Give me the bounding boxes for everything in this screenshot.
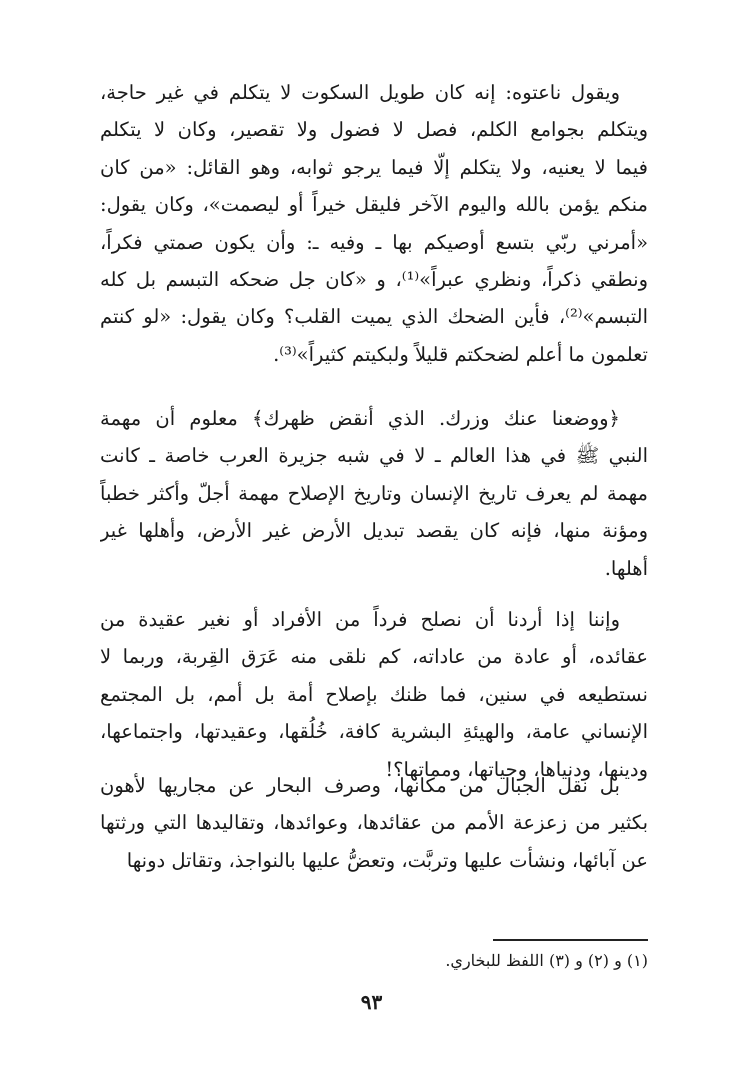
text-line: مهمة لم يعرف تاريخ الإنسان وتاريخ الإصلاح مهمة أجلّ وأكثر خطباً (100, 481, 648, 505)
text-line: فيما لا يعنيه، ولا يتكلم إلّا فيما يرجو ثوابه، وهو القائل: «من كان (100, 155, 648, 179)
paragraph-2 (100, 400, 648, 587)
text-line: «أمرني ربّي بتسع أوصيكم بها ـ وفيه ـ: وأن يكون صمتي فكراً، (100, 230, 648, 254)
text-line: ويقول ناعتوه: إنه كان طويل السكوت لا يتكلم في غير حاجة، (100, 81, 620, 104)
text-line: عن آبائها، ونشأت عليها وتربَّت، وتعضُّ عليها بالنواجذ، وتقاتل دونها (126, 848, 648, 872)
text-line: التبسم»⁽²⁾، فأين الضحك الذي يميت القلب؟ وكان يقول: «لو كنتم (100, 305, 648, 329)
text-line: النبي ﷺ في هذا العالم ـ لا في شبه جزيرة العرب خاصة ـ كانت (100, 444, 648, 468)
paragraph-4 (100, 767, 648, 879)
text-line: ونطقي ذكراً، ونظري عبراً»⁽¹⁾، و «كان جل ضحكه التبسم بل كله (100, 267, 648, 291)
text-line: ﴿ووضعنا عنك وزرك. الذي أنقض ظهرك﴾ معلوم أن مهمة (100, 407, 620, 430)
text-line: عقائده، أو عادة من عاداته، كم نلقى منه عَرَق القِربة، وربما لا (100, 645, 648, 669)
text-line: أهلها. (604, 556, 648, 580)
text-line: وإننا إذا أردنا أن نصلح فرداً من الأفراد أو نغير عقيدة من (100, 608, 620, 631)
text-line: تعلمون ما أعلم لضحكتم قليلاً ولبكيتم كثيراً»⁽³⁾. (273, 342, 648, 366)
footnote-rule (493, 939, 648, 941)
footnote: (١) و (٢) و (٣) اللفظ للبخاري. (445, 951, 648, 970)
text-line: بكثير من زعزعة الأمم من عقائدها، وعوائدها، وتقاليدها التي ورثتها (100, 811, 648, 835)
page-number: ٩٣ (360, 990, 383, 1014)
text-line: بل نقل الجبال من مكانها، وصرف البحار عن مجاريها لأهون (100, 774, 620, 797)
text-line: ودينها، ودنياها، وحياتها، ومماتها؟! (385, 757, 648, 781)
text-line: ويتكلم بجوامع الكلم، فصل لا فضول ولا تقصير، وكان لا يتكلم (100, 118, 648, 142)
text-line: منكم يؤمن بالله واليوم الآخر فليقل خيراً أو ليصمت»، وكان يقول: (100, 193, 648, 217)
text-line: الإنساني عامة، والهيئةِ البشرية كافة، خُلُقها، وعقيدتها، واجتماعها، (100, 720, 648, 744)
text-line: نستطيعه في سنين، فما ظنك بإصلاح أمة بل أمم، بل المجتمع (100, 682, 648, 706)
paragraph-3 (100, 601, 648, 788)
text-line: ومؤنة منها، فإنه كان يقصد تبديل الأرض غير الأرض، وأهلها غير (100, 519, 648, 543)
paragraph-1 (100, 74, 648, 373)
